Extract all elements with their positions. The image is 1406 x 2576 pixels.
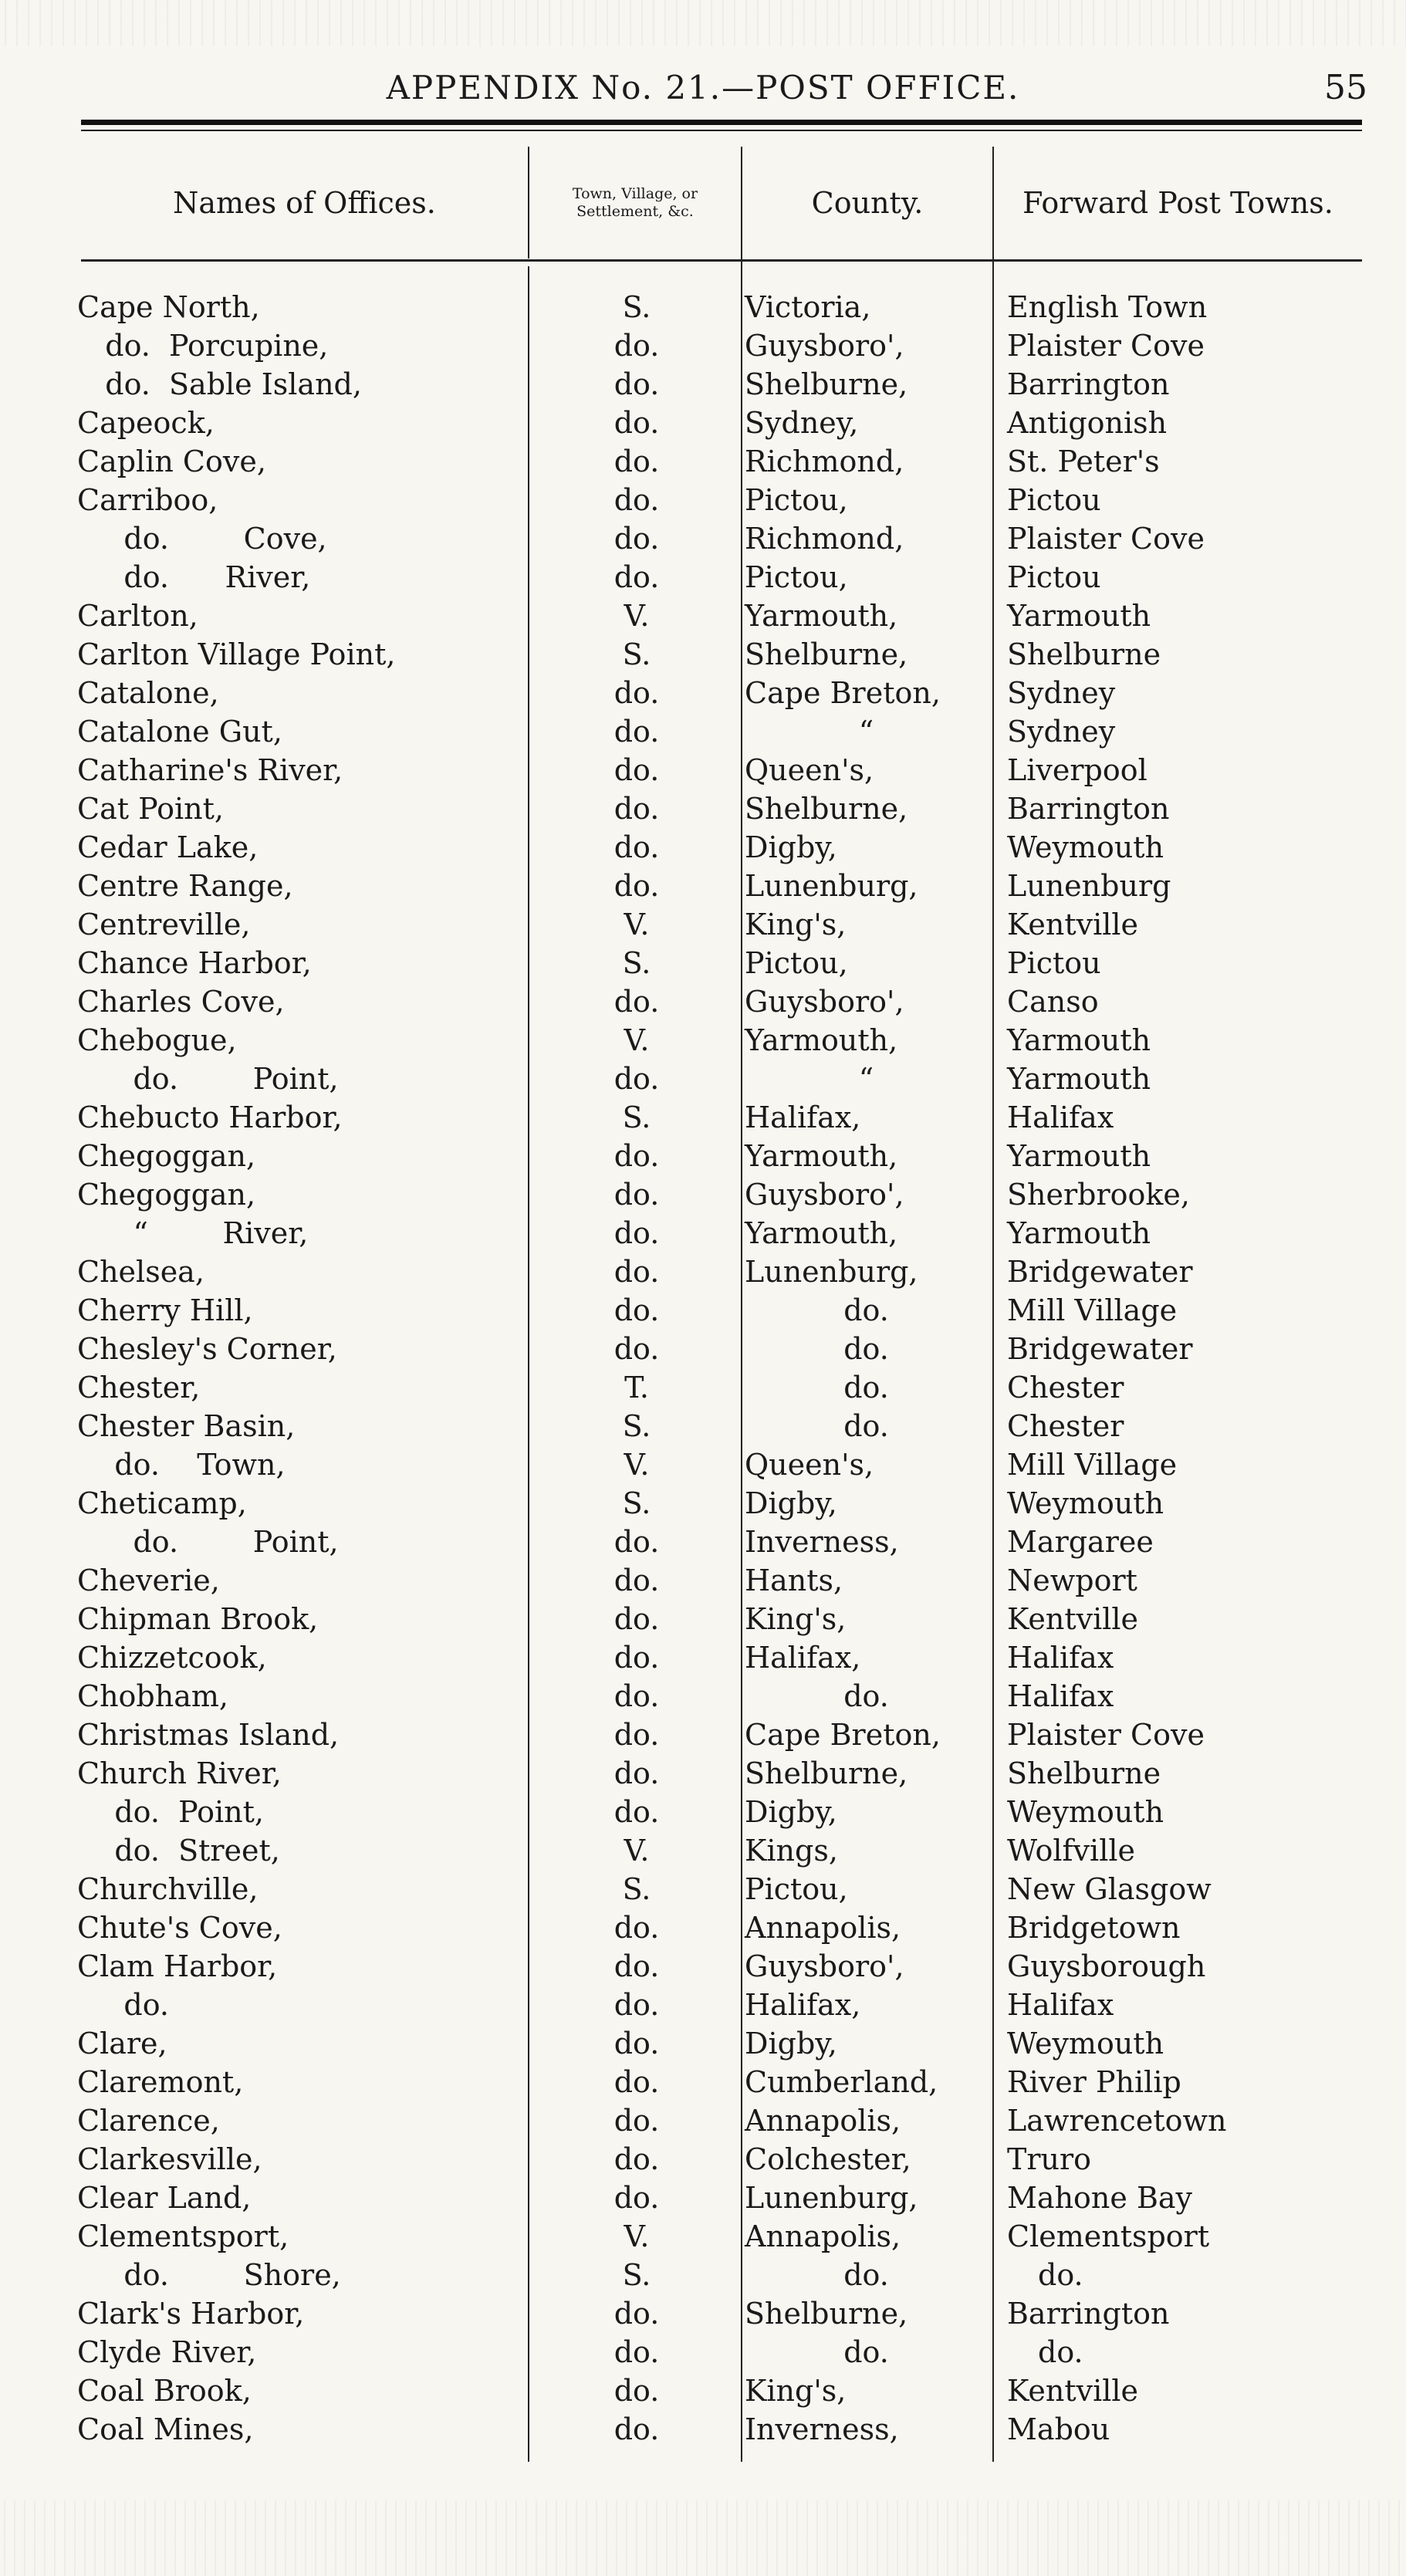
office-name: Clementsport, [77, 2219, 289, 2253]
table-row [0, 944, 1406, 982]
county-name: Halifax, [745, 1641, 861, 1675]
settlement-type: V. [624, 1023, 650, 1057]
table-row [0, 1291, 1406, 1330]
forward-post-town: Wolfville [1007, 1834, 1135, 1868]
table-row [0, 867, 1406, 905]
forward-post-town: Yarmouth [1007, 1139, 1151, 1173]
settlement-type: do. [613, 676, 660, 710]
county-name: do. [843, 1679, 889, 1713]
table-row [0, 2217, 1406, 2256]
table-row [0, 1677, 1406, 1716]
office-name: Chester, [77, 1371, 201, 1405]
settlement-type: do. [613, 1641, 660, 1675]
forward-post-town: Clementsport [1007, 2219, 1210, 2253]
settlement-type: do. [613, 1525, 660, 1559]
table-row [0, 751, 1406, 789]
header-rule-thick [81, 120, 1362, 125]
forward-post-town: Shelburne [1007, 1756, 1161, 1790]
office-name: do. Sable Island, [77, 367, 362, 401]
settlement-type: do. [613, 522, 660, 556]
office-name: Charles Cove, [77, 985, 285, 1019]
settlement-type: S. [622, 290, 651, 324]
table-row [0, 1986, 1406, 2024]
county-name: Halifax, [745, 1100, 861, 1134]
county-name: Inverness, [745, 1525, 899, 1559]
county-name: “ [858, 1062, 874, 1096]
forward-post-town: Newport [1007, 1564, 1137, 1597]
table-row [0, 404, 1406, 442]
table-row [0, 2063, 1406, 2101]
column-divider [528, 147, 529, 259]
settlement-type: do. [613, 2142, 660, 2176]
office-name: Chebogue, [77, 1023, 237, 1057]
column-header-names: Names of Offices. [173, 185, 436, 220]
county-name: Digby, [745, 1486, 837, 1520]
office-name: Cheticamp, [77, 1486, 247, 1520]
table-row [0, 2101, 1406, 2140]
table-row [0, 288, 1406, 326]
settlement-type: V. [624, 908, 650, 941]
table-row [0, 2333, 1406, 2371]
office-name: Clarkesville, [77, 2142, 262, 2176]
table-row [0, 1407, 1406, 1445]
column-header-rule [81, 259, 1362, 262]
forward-post-town: Yarmouth [1007, 599, 1151, 633]
forward-post-town: Bridgewater [1007, 1255, 1193, 1289]
forward-post-town: Weymouth [1007, 1795, 1164, 1829]
table-row [0, 1561, 1406, 1600]
county-name: Lunenburg, [745, 1255, 918, 1289]
forward-post-town: Margaree [1007, 1525, 1154, 1559]
table-row [0, 2371, 1406, 2410]
forward-post-town: do. [1038, 2258, 1083, 2292]
office-name: Chelsea, [77, 1255, 204, 1289]
settlement-type: V. [624, 1448, 650, 1482]
table-row [0, 1793, 1406, 1831]
settlement-type: do. [613, 2027, 660, 2060]
forward-post-town: Yarmouth [1007, 1062, 1151, 1096]
forward-post-town: Mill Village [1007, 1293, 1178, 1327]
forward-post-town: Mill Village [1007, 1448, 1178, 1482]
settlement-type: do. [613, 1255, 660, 1289]
office-name: Capeock, [77, 406, 215, 440]
settlement-type: do. [613, 830, 660, 864]
settlement-type: do. [613, 2297, 660, 2331]
settlement-type: do. [613, 753, 660, 787]
office-name: do. Town, [77, 1448, 286, 1482]
office-name: Chegoggan, [77, 1139, 256, 1173]
county-name: Shelburne, [745, 367, 908, 401]
table-row [0, 1908, 1406, 1947]
forward-post-town: Kentville [1007, 1602, 1139, 1636]
forward-post-town: Kentville [1007, 2374, 1139, 2408]
office-table [0, 288, 1406, 2449]
table-row [0, 1484, 1406, 1523]
forward-post-town: Pictou [1007, 560, 1101, 594]
table-row [0, 1638, 1406, 1677]
county-name: Annapolis, [745, 1911, 901, 1945]
settlement-type: do. [613, 2104, 660, 2138]
office-name: do. Porcupine, [77, 329, 329, 363]
settlement-type: S. [622, 1409, 651, 1443]
table-row [0, 635, 1406, 674]
settlement-type: S. [622, 2258, 651, 2292]
county-name: Queen's, [745, 1448, 874, 1482]
office-name: Claremont, [77, 2065, 244, 2099]
table-row [0, 712, 1406, 751]
forward-post-town: Truro [1007, 2142, 1092, 2176]
forward-post-town: Yarmouth [1007, 1023, 1151, 1057]
table-row [0, 1214, 1406, 1253]
table-row [0, 789, 1406, 828]
office-name: Catalone, [77, 676, 219, 710]
settlement-type: do. [613, 560, 660, 594]
county-name: Yarmouth, [745, 1216, 898, 1250]
table-row [0, 597, 1406, 635]
office-name: Coal Brook, [77, 2374, 252, 2408]
forward-post-town: Bridgewater [1007, 1332, 1193, 1366]
county-name: Yarmouth, [745, 599, 898, 633]
table-row [0, 1716, 1406, 1754]
table-row [0, 1600, 1406, 1638]
forward-post-town: Antigonish [1007, 406, 1168, 440]
county-name: Lunenburg, [745, 2181, 918, 2215]
office-name: Chebucto Harbor, [77, 1100, 343, 1134]
office-name: Clyde River, [77, 2335, 257, 2369]
forward-post-town: Mahone Bay [1007, 2181, 1193, 2215]
column-header-forward: Forward Post Towns. [1022, 185, 1333, 220]
county-name: Digby, [745, 2027, 837, 2060]
settlement-type: V. [624, 2219, 650, 2253]
county-name: do. [843, 1371, 889, 1405]
table-row [0, 2140, 1406, 2179]
table-row [0, 1368, 1406, 1407]
settlement-type: S. [622, 1486, 651, 1520]
table-row [0, 442, 1406, 481]
county-name: King's, [745, 2374, 847, 2408]
office-name: Church River, [77, 1756, 282, 1790]
forward-post-town: Pictou [1007, 483, 1101, 517]
settlement-type: do. [613, 445, 660, 478]
settlement-type: do. [613, 985, 660, 1019]
page-title: APPENDIX No. 21.—POST OFFICE. [386, 69, 1020, 106]
table-row [0, 1175, 1406, 1214]
table-row [0, 2179, 1406, 2217]
settlement-type: do. [613, 1988, 660, 2022]
office-name: do. Cove, [77, 522, 327, 556]
office-name: Christmas Island, [77, 1718, 340, 1752]
settlement-type: do. [613, 2335, 660, 2369]
office-name: Chegoggan, [77, 1178, 256, 1212]
office-name: do. River, [77, 560, 311, 594]
table-row [0, 1523, 1406, 1561]
table-row [0, 365, 1406, 404]
header-rule-thin [81, 130, 1362, 131]
county-name: Guysboro', [745, 1178, 904, 1212]
settlement-type: do. [613, 1293, 660, 1327]
county-name: Shelburne, [745, 637, 908, 671]
forward-post-town: Halifax [1007, 1100, 1114, 1134]
office-name: Catalone Gut, [77, 715, 282, 749]
office-name: do. Point, [77, 1525, 339, 1559]
office-name: do. Shore, [77, 2258, 341, 2292]
table-row [0, 519, 1406, 558]
office-name: Clark's Harbor, [77, 2297, 305, 2331]
table-row [0, 905, 1406, 944]
forward-post-town: Bridgetown [1007, 1911, 1181, 1945]
office-name: Caplin Cove, [77, 445, 266, 478]
settlement-type: do. [613, 792, 660, 826]
county-name: Colchester, [745, 2142, 911, 2176]
forward-post-town: Pictou [1007, 946, 1101, 980]
county-name: Pictou, [745, 560, 848, 594]
forward-post-town: Sydney [1007, 676, 1116, 710]
settlement-type: do. [613, 869, 660, 903]
county-name: Inverness, [745, 2412, 899, 2446]
forward-post-town: River Philip [1007, 2065, 1181, 2099]
county-name: Pictou, [745, 483, 848, 517]
settlement-type: S. [622, 637, 651, 671]
county-name: Cape Breton, [745, 1718, 941, 1752]
settlement-type: do. [613, 1756, 660, 1790]
forward-post-town: Plaister Cove [1007, 522, 1205, 556]
forward-post-town: New Glasgow [1007, 1872, 1212, 1906]
office-name: Coal Mines, [77, 2412, 254, 2446]
county-name: Sydney, [745, 406, 859, 440]
settlement-type: do. [613, 1139, 660, 1173]
table-row [0, 1060, 1406, 1098]
table-row [0, 2294, 1406, 2333]
forward-post-town: Plaister Cove [1007, 1718, 1205, 1752]
office-name: Cedar Lake, [77, 830, 259, 864]
settlement-type: T. [624, 1371, 649, 1405]
county-name: “ [858, 715, 874, 749]
office-name: Clear Land, [77, 2181, 252, 2215]
column-header-county: County. [811, 185, 924, 220]
forward-post-town: Liverpool [1007, 753, 1147, 787]
office-name: do. Point, [77, 1795, 264, 1829]
table-row [0, 1754, 1406, 1793]
settlement-type: do. [613, 1911, 660, 1945]
county-name: Shelburne, [745, 2297, 908, 2331]
settlement-type: do. [613, 1795, 660, 1829]
forward-post-town: Barrington [1007, 367, 1170, 401]
table-row [0, 1253, 1406, 1291]
table-row [0, 1137, 1406, 1175]
county-name: do. [843, 2335, 889, 2369]
forward-post-town: Plaister Cove [1007, 329, 1205, 363]
table-row [0, 674, 1406, 712]
county-name: Yarmouth, [745, 1023, 898, 1057]
office-name: Centre Range, [77, 869, 293, 903]
table-row [0, 558, 1406, 597]
forward-post-town: Guysborough [1007, 1949, 1206, 1983]
forward-post-town: Barrington [1007, 792, 1170, 826]
table-row [0, 1947, 1406, 1986]
page-number: 55 [1324, 68, 1367, 107]
office-name: Chester Basin, [77, 1409, 296, 1443]
county-name: King's, [745, 1602, 847, 1636]
office-name: Chute's Cove, [77, 1911, 282, 1945]
table-row [0, 982, 1406, 1021]
settlement-type: do. [613, 367, 660, 401]
table-row [0, 1021, 1406, 1060]
settlement-type: do. [613, 1602, 660, 1636]
settlement-type: do. [613, 1949, 660, 1983]
office-name: Cape North, [77, 290, 260, 324]
county-name: Halifax, [745, 1988, 861, 2022]
county-name: Digby, [745, 1795, 837, 1829]
column-header-town: Town, Village, or Settlement, &c. [572, 184, 698, 220]
settlement-type: do. [613, 1178, 660, 1212]
forward-post-town: Weymouth [1007, 830, 1164, 864]
table-row [0, 1870, 1406, 1908]
county-name: Pictou, [745, 946, 848, 980]
settlement-type: do. [613, 2181, 660, 2215]
county-name: Shelburne, [745, 792, 908, 826]
county-name: Shelburne, [745, 1756, 908, 1790]
forward-post-town: Lawrencetown [1007, 2104, 1227, 2138]
settlement-type: do. [613, 1564, 660, 1597]
county-name: Digby, [745, 830, 837, 864]
forward-post-town: St. Peter's [1007, 445, 1160, 478]
forward-post-town: Halifax [1007, 1679, 1114, 1713]
settlement-type: do. [613, 406, 660, 440]
office-name: Churchville, [77, 1872, 259, 1906]
settlement-type: do. [613, 1679, 660, 1713]
office-name: Carlton, [77, 599, 198, 633]
forward-post-town: Chester [1007, 1409, 1124, 1443]
county-name: Guysboro', [745, 1949, 904, 1983]
forward-post-town: Canso [1007, 985, 1099, 1019]
forward-post-town: Halifax [1007, 1988, 1114, 2022]
office-name: Cherry Hill, [77, 1293, 253, 1327]
table-row [0, 1831, 1406, 1870]
settlement-type: do. [613, 1332, 660, 1366]
office-name: Cheverie, [77, 1564, 220, 1597]
forward-post-town: English Town [1007, 290, 1208, 324]
county-name: do. [843, 1409, 889, 1443]
county-name: do. [843, 1332, 889, 1366]
settlement-type: V. [624, 1834, 650, 1868]
table-row [0, 1098, 1406, 1137]
settlement-type: do. [613, 1718, 660, 1752]
settlement-type: do. [613, 2374, 660, 2408]
office-name: “ River, [77, 1216, 309, 1250]
settlement-type: S. [622, 1872, 651, 1906]
county-name: Richmond, [745, 445, 904, 478]
county-name: Queen's, [745, 753, 874, 787]
forward-post-town: Weymouth [1007, 1486, 1164, 1520]
forward-post-town: Barrington [1007, 2297, 1170, 2331]
forward-post-town: Yarmouth [1007, 1216, 1151, 1250]
table-row [0, 326, 1406, 365]
forward-post-town: Sydney [1007, 715, 1116, 749]
county-name: Hants, [745, 1564, 843, 1597]
county-name: King's, [745, 908, 847, 941]
county-name: Kings, [745, 1834, 838, 1868]
table-row [0, 1445, 1406, 1484]
county-name: do. [843, 2258, 889, 2292]
county-name: Guysboro', [745, 329, 904, 363]
office-name: Chobham, [77, 1679, 228, 1713]
settlement-type: do. [613, 2065, 660, 2099]
table-row [0, 481, 1406, 519]
office-name: Carlton Village Point, [77, 637, 396, 671]
forward-post-town: do. [1038, 2335, 1083, 2369]
office-name: Chesley's Corner, [77, 1332, 337, 1366]
settlement-type: do. [613, 2412, 660, 2446]
county-name: Guysboro', [745, 985, 904, 1019]
office-name: Catharine's River, [77, 753, 343, 787]
table-row [0, 2410, 1406, 2449]
office-name: Clarence, [77, 2104, 220, 2138]
table-row [0, 2024, 1406, 2063]
county-name: Pictou, [745, 1872, 848, 1906]
office-name: Cat Point, [77, 792, 224, 826]
table-row [0, 828, 1406, 867]
settlement-type: S. [622, 946, 651, 980]
county-name: Richmond, [745, 522, 904, 556]
settlement-type: do. [613, 1062, 660, 1096]
office-name: do. [77, 1988, 170, 2022]
forward-post-town: Kentville [1007, 908, 1139, 941]
settlement-type: do. [613, 483, 660, 517]
table-row [0, 2256, 1406, 2294]
county-name: Yarmouth, [745, 1139, 898, 1173]
office-name: Chance Harbor, [77, 946, 312, 980]
forward-post-town: Shelburne [1007, 637, 1161, 671]
office-name: do. Point, [77, 1062, 339, 1096]
county-name: Cumberland, [745, 2065, 938, 2099]
forward-post-town: Chester [1007, 1371, 1124, 1405]
county-name: Annapolis, [745, 2219, 901, 2253]
office-name: Centreville, [77, 908, 251, 941]
county-name: Victoria, [745, 290, 871, 324]
office-name: Clam Harbor, [77, 1949, 278, 1983]
forward-post-town: Weymouth [1007, 2027, 1164, 2060]
settlement-type: do. [613, 1216, 660, 1250]
forward-post-town: Sherbrooke, [1007, 1178, 1190, 1212]
county-name: Annapolis, [745, 2104, 901, 2138]
office-name: do. Street, [77, 1834, 280, 1868]
county-name: do. [843, 1293, 889, 1327]
forward-post-town: Lunenburg [1007, 869, 1171, 903]
county-name: Lunenburg, [745, 869, 918, 903]
settlement-type: do. [613, 329, 660, 363]
office-name: Clare, [77, 2027, 167, 2060]
paper-texture-bottom [0, 2500, 1406, 2576]
office-name: Chipman Brook, [77, 1602, 319, 1636]
county-name: Cape Breton, [745, 676, 941, 710]
office-name: Carriboo, [77, 483, 218, 517]
settlement-type: V. [624, 599, 650, 633]
forward-post-town: Mabou [1007, 2412, 1110, 2446]
settlement-type: do. [613, 715, 660, 749]
office-name: Chizzetcook, [77, 1641, 267, 1675]
table-row [0, 1330, 1406, 1368]
paper-texture-top [0, 0, 1406, 46]
settlement-type: S. [622, 1100, 651, 1134]
forward-post-town: Halifax [1007, 1641, 1114, 1675]
